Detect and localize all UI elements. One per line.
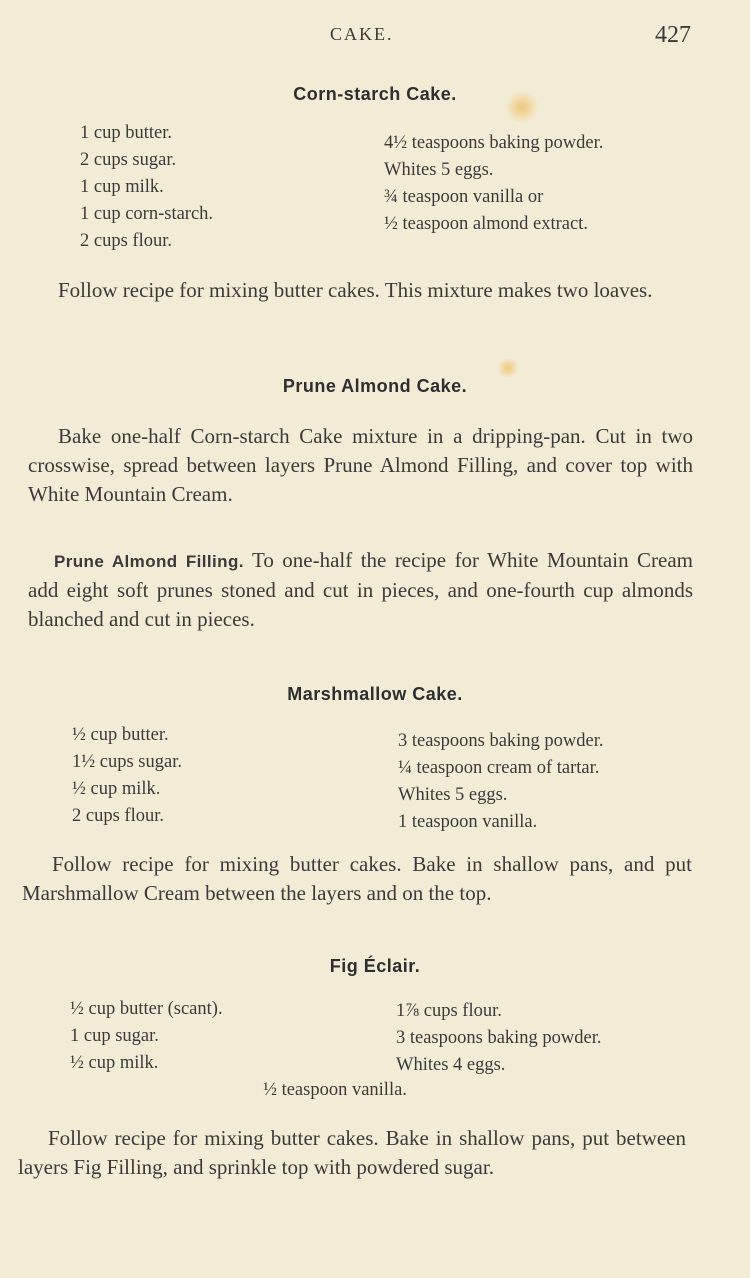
- ingredient: Whites 4 eggs.: [396, 1055, 506, 1075]
- ingredient: 1 cup butter.: [80, 123, 172, 143]
- recipe-title: Marshmallow Cake.: [287, 684, 463, 704]
- ingredient: 1 cup corn-starch.: [80, 204, 214, 224]
- ingredient-list-right: [384, 130, 603, 238]
- ingredient: Whites 5 eggs.: [384, 160, 494, 180]
- ingredient-list-left: [80, 120, 213, 255]
- ingredient: 4½ teaspoons baking powder.: [384, 133, 604, 153]
- ingredient: ½ teaspoon almond extract.: [384, 214, 588, 234]
- running-header: [0, 22, 750, 52]
- ingredient: 3 teaspoons baking powder.: [398, 731, 604, 751]
- ingredient: ½ cup milk.: [70, 1053, 159, 1073]
- ingredient: ¼ teaspoon cream of tartar.: [398, 758, 600, 778]
- ingredient: 3 teaspoons baking powder.: [396, 1028, 602, 1048]
- ingredient: 1 teaspoon vanilla.: [398, 812, 538, 832]
- ingredient: 1½ cups sugar.: [72, 752, 182, 772]
- paper-stain: [497, 358, 519, 378]
- recipe-directions: Follow recipe for mixing butter cakes. Bake in shallow pans, put between layers Fig Filling, and sprinkle top with powdered sugar.: [18, 1126, 686, 1179]
- ingredient-list-right: [398, 728, 604, 836]
- ingredient: 2 cups flour.: [72, 806, 164, 826]
- filling-note: [28, 546, 693, 634]
- ingredient: ½ cup milk.: [72, 779, 161, 799]
- ingredient: Whites 5 eggs.: [398, 785, 508, 805]
- recipe-title: Prune Almond Cake.: [282, 376, 468, 396]
- recipe-directions: Follow recipe for mixing butter cakes. Bake in shallow pans, and put Marshmallow Cream between the layers and on the top.: [22, 852, 692, 905]
- ingredient-center: ½ teaspoon vanilla.: [263, 1080, 407, 1100]
- ingredient: ½ cup butter.: [72, 725, 169, 745]
- ingredient: 1 cup milk.: [80, 177, 164, 197]
- recipe-directions: Bake one-half Corn-starch Cake mixture in a dripping-pan. Cut in two crosswise, spread between layers Prune Almond Filling, and cover top with White Mountain Cream.: [28, 424, 693, 506]
- ingredient: ¾ teaspoon vanilla or: [384, 187, 544, 207]
- ingredient: 1⅞ cups flour.: [396, 1001, 502, 1021]
- ingredient: 2 cups flour.: [80, 231, 172, 251]
- recipe-title: Fig Éclair.: [329, 956, 421, 976]
- ingredient: ½ cup butter (scant).: [70, 999, 223, 1019]
- ingredient-list-left: [72, 722, 182, 830]
- page-number: 427: [655, 22, 691, 48]
- ingredient: 1 cup sugar.: [70, 1026, 159, 1046]
- recipe-directions: Follow recipe for mixing butter cakes. This mixture makes two loaves.: [58, 278, 653, 302]
- filling-text: To one-half the recipe for White Mountain Cream add eight soft prunes stoned and cut in pieces, and one-fourth cup almonds blanched and cut in pieces.: [28, 548, 694, 631]
- ingredient-list-left: [70, 996, 223, 1077]
- ingredient-list-right: [396, 998, 602, 1079]
- filling-heading: Prune Almond Filling.: [54, 552, 244, 571]
- recipe-title: Corn-starch Cake.: [293, 84, 457, 104]
- ingredient: 2 cups sugar.: [80, 150, 177, 170]
- chapter-title: CAKE.: [330, 24, 394, 44]
